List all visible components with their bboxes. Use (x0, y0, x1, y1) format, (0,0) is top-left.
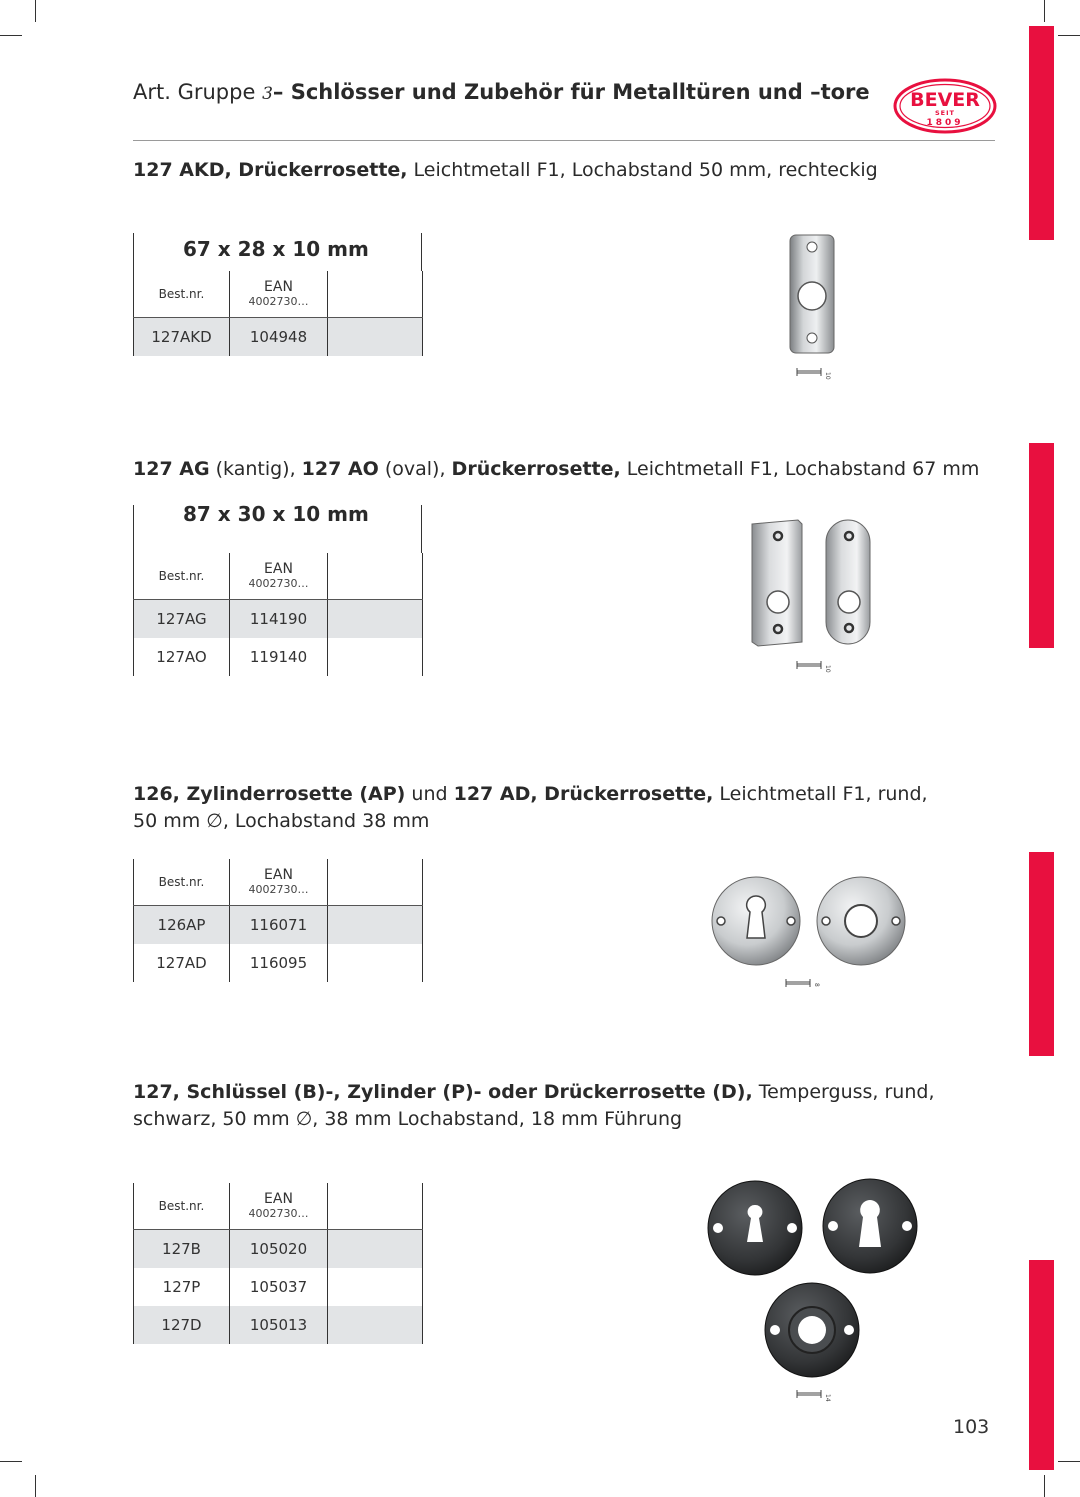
crop-mark (0, 1461, 22, 1462)
col-header-bestnr: Best.nr. (134, 553, 230, 600)
table-row (134, 1230, 423, 1269)
col-header-empty (328, 271, 423, 318)
header-divider (133, 140, 995, 141)
title-part: Temperguss, rund, (752, 1081, 935, 1103)
col-header-ean (230, 553, 328, 600)
cell-bestnr: 127D (134, 1306, 230, 1344)
cell-empty (328, 600, 423, 639)
table-header-row (134, 271, 423, 318)
col-header-empty (328, 859, 423, 906)
product-image-127ad (814, 874, 908, 968)
dimensions-label: 67 x 28 x 10 mm (183, 237, 369, 261)
section-title-127akd (133, 157, 878, 184)
table-row (134, 944, 423, 982)
cell-bestnr: 127AO (134, 638, 230, 676)
title-part: 127 AD, Drückerrosette, (453, 783, 714, 805)
table-row (134, 1268, 423, 1306)
title-part: 127 AG (133, 458, 210, 480)
col-header-empty (328, 553, 423, 600)
ean-prefix: 4002730… (248, 883, 309, 896)
table-row (134, 638, 423, 676)
crop-mark (1044, 0, 1045, 22)
section-title-126ap-127ad (133, 781, 928, 835)
cell-empty (328, 1306, 423, 1344)
scale-icon (795, 657, 835, 673)
bever-logo (893, 78, 997, 134)
header-group-number: 3 (262, 84, 273, 104)
crop-mark (1044, 1475, 1045, 1497)
table-header-row (134, 1183, 423, 1230)
product-table-127b-p-d (133, 1183, 423, 1344)
title-part: 127 AO (301, 458, 379, 480)
crop-mark (1058, 1461, 1080, 1462)
scale-label: 8 (813, 983, 820, 987)
title-part: Leichtmetall F1, rund, (713, 783, 928, 805)
ean-prefix: 4002730… (248, 577, 309, 590)
col-header-ean (230, 271, 328, 318)
col-header-empty (328, 1183, 423, 1230)
scale-icon (784, 975, 824, 991)
cell-ean: 116095 (230, 944, 328, 982)
product-table-126ap-127ad (133, 859, 423, 982)
table-row (134, 318, 423, 357)
product-image-127ao (822, 516, 874, 648)
title-line2: schwarz, 50 mm ∅, 38 mm Lochabstand, 18 mm Führung (133, 1108, 683, 1130)
scale-icon (795, 364, 835, 380)
scale-icon (795, 1386, 835, 1402)
header-prefix: Art. Gruppe (133, 80, 263, 104)
col-header-bestnr: Best.nr. (134, 859, 230, 906)
section-title-rest: Leichtmetall F1, Lochabstand 50 mm, rechteckig (407, 159, 878, 181)
ean-label: EAN (264, 561, 293, 577)
side-tab (1029, 26, 1054, 240)
scale-label: 10 (824, 372, 831, 380)
cell-empty (328, 318, 423, 357)
product-image-127d (762, 1280, 862, 1380)
cell-bestnr: 127B (134, 1230, 230, 1269)
title-part: 127, Schlüssel (B)-, Zylinder (P)- oder Drückerrosette (D), (133, 1081, 753, 1103)
crop-mark (35, 0, 36, 22)
page-number: 103 (953, 1416, 990, 1438)
scale-label: 10 (824, 665, 831, 673)
section-title-127ag-ao (133, 456, 979, 483)
section-title-bold: 127 AKD, Drückerrosette, (133, 159, 408, 181)
product-image-127p (820, 1176, 920, 1276)
cell-bestnr: 126AP (134, 906, 230, 945)
section-title-127b-p-d (133, 1079, 935, 1133)
cell-bestnr: 127P (134, 1268, 230, 1306)
side-tab (1029, 443, 1054, 648)
table-header-row (134, 859, 423, 906)
col-header-bestnr: Best.nr. (134, 1183, 230, 1230)
title-part: 126, Zylinderrosette (AP) (133, 783, 406, 805)
table-row (134, 1306, 423, 1344)
cell-ean: 105013 (230, 1306, 328, 1344)
product-image-126ap (709, 874, 803, 968)
ean-label: EAN (264, 867, 293, 883)
cell-empty (328, 638, 423, 676)
logo-text-seit: SEIT (935, 109, 955, 117)
table-header-row (134, 553, 423, 600)
title-line2: 50 mm ∅, Lochabstand 38 mm (133, 810, 430, 832)
crop-mark (1058, 35, 1080, 36)
title-part: und (405, 783, 454, 805)
cell-bestnr: 127AD (134, 944, 230, 982)
title-part: (kantig), (209, 458, 302, 480)
cell-bestnr: 127AKD (134, 318, 230, 357)
col-header-ean (230, 859, 328, 906)
dimensions-label: 87 x 30 x 10 mm (183, 502, 369, 526)
ean-label: EAN (264, 279, 293, 295)
side-tab (1029, 1260, 1054, 1470)
table-row (134, 600, 423, 639)
scale-label: 14 (824, 1394, 831, 1402)
logo-text-main: BEVER (910, 89, 980, 111)
crop-mark (35, 1475, 36, 1497)
cell-ean: 116071 (230, 906, 328, 945)
product-table-127ag-ao (133, 553, 423, 676)
page-header-title (133, 80, 870, 104)
product-table-127akd (133, 271, 423, 356)
cell-empty (328, 944, 423, 982)
cell-bestnr: 127AG (134, 600, 230, 639)
ean-prefix: 4002730… (248, 1207, 309, 1220)
ean-label: EAN (264, 1191, 293, 1207)
product-image-127akd (786, 232, 836, 357)
col-header-ean (230, 1183, 328, 1230)
col-header-bestnr: Best.nr. (134, 271, 230, 318)
cell-ean: 114190 (230, 600, 328, 639)
side-tab (1029, 852, 1054, 1056)
title-part: Leichtmetall F1, Lochabstand 67 mm (620, 458, 980, 480)
product-image-127ag (748, 518, 806, 650)
cell-ean: 105037 (230, 1268, 328, 1306)
cell-ean: 119140 (230, 638, 328, 676)
cell-empty (328, 1230, 423, 1269)
product-image-127b (705, 1178, 805, 1278)
title-part: (oval), (378, 458, 452, 480)
ean-prefix: 4002730… (248, 295, 309, 308)
title-part: Drückerrosette, (451, 458, 621, 480)
cell-ean: 105020 (230, 1230, 328, 1269)
crop-mark (0, 35, 22, 36)
table-row (134, 906, 423, 945)
logo-text-year: 1809 (926, 118, 964, 128)
header-title-text: – Schlösser und Zubehör für Metalltüren und –tore (272, 80, 870, 104)
cell-ean: 104948 (230, 318, 328, 357)
cell-empty (328, 1268, 423, 1306)
cell-empty (328, 906, 423, 945)
